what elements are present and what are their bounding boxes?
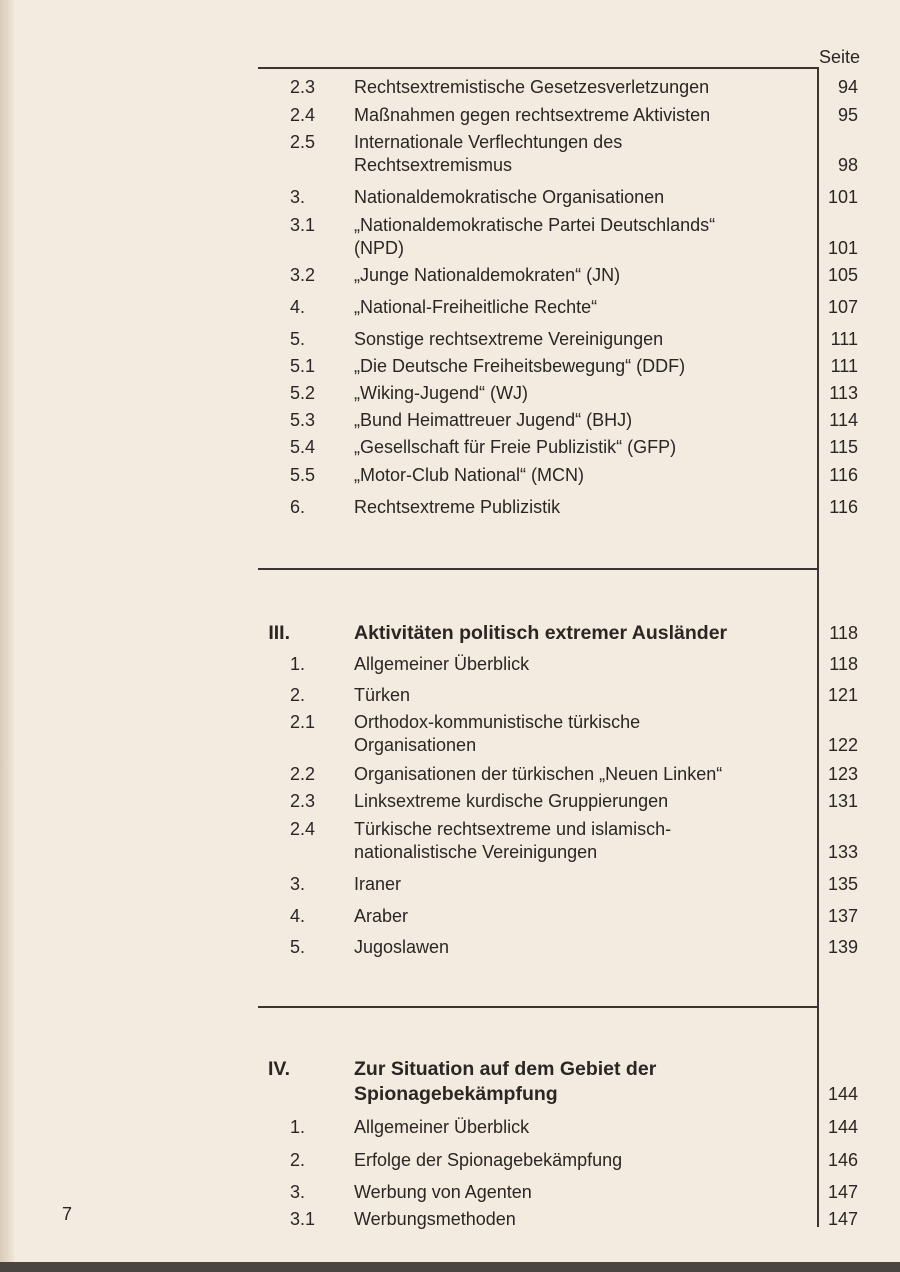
entry-number: 5.5 (290, 465, 316, 485)
entry-title: Araber (354, 906, 409, 926)
top-rule (258, 67, 818, 69)
entry-title: Erfolge der Spionagebekämpfung (354, 1150, 623, 1170)
entry-title: Organisationen (354, 735, 477, 755)
entry-title: Orthodox-kommunistische türkische (354, 712, 641, 732)
entry-title: (NPD) (354, 238, 404, 258)
entry-number: 5.3 (290, 410, 316, 430)
entry-page-number: 122 (827, 735, 858, 755)
entry-title: Maßnahmen gegen rechtsextreme Aktivisten (354, 105, 711, 125)
entry-number: 1. (290, 1117, 306, 1137)
entry-title: Rechtsextreme Publizistik (354, 497, 561, 517)
entry-page-number: 118 (829, 654, 858, 674)
entry-title: Rechtsextremistische Gesetzesverletzungen (354, 77, 710, 97)
entry-title: Nationaldemokratische Organisationen (354, 187, 665, 207)
entry-number: 2.3 (290, 77, 316, 97)
entry-page-number: 114 (829, 410, 858, 430)
entry-title: Türken (354, 685, 411, 705)
entry-number: 5.2 (290, 383, 316, 403)
book-spine-shadow (0, 0, 14, 1272)
entry-page-number: 133 (827, 842, 858, 862)
entry-number: 3.1 (290, 1209, 316, 1229)
entry-page-number: 139 (827, 937, 858, 957)
entry-page-number: 111 (830, 356, 858, 376)
entry-number: 5.4 (290, 437, 316, 457)
entry-title: Werbung von Agenten (354, 1182, 532, 1202)
section-page-number: 144 (827, 1084, 858, 1104)
entry-page-number: 121 (827, 685, 858, 705)
entry-number: 2.3 (290, 791, 316, 811)
entry-page-number: 111 (830, 329, 858, 349)
entry-page-number: 101 (827, 187, 858, 207)
entry-page-number: 146 (827, 1150, 858, 1170)
section-numeral: IV. (267, 1058, 290, 1080)
page-edge (0, 1262, 900, 1272)
entry-page-number: 116 (829, 465, 858, 485)
page-column-rule (817, 67, 819, 1227)
entry-page-number: 95 (837, 105, 858, 125)
entry-page-number: 147 (827, 1182, 858, 1202)
entry-title: Sonstige rechtsextreme Vereinigungen (354, 329, 664, 349)
entry-number: 2.1 (290, 712, 316, 732)
entry-title: „Nationaldemokratische Partei Deutschlands“ (354, 215, 716, 235)
entry-page-number: 113 (829, 383, 858, 403)
entry-number: 2. (290, 685, 306, 705)
section-heading: Zur Situation auf dem Gebiet der (354, 1058, 657, 1080)
entry-number: 1. (290, 654, 306, 674)
entry-number: 4. (290, 906, 306, 926)
section-numeral: III. (268, 622, 290, 644)
entry-number: 5. (290, 937, 306, 957)
entry-page-number: 105 (827, 265, 858, 285)
entry-title: Iraner (354, 874, 402, 894)
entry-number: 2.4 (290, 105, 316, 125)
section-heading: Aktivitäten politisch extremer Ausländer (354, 622, 728, 644)
entry-number: 2.5 (290, 132, 316, 152)
entry-page-number: 98 (837, 155, 858, 175)
entry-title: „Gesellschaft für Freie Publizistik“ (GFP) (354, 437, 677, 457)
entry-number: 5.1 (290, 356, 316, 376)
entry-title: „Motor-Club National“ (MCN) (354, 465, 585, 485)
page-column-label: Seite (818, 47, 860, 67)
entry-title: „Die Deutsche Freiheitsbewegung“ (DDF) (354, 356, 686, 376)
entry-page-number: 123 (827, 764, 858, 784)
entry-page-number: 94 (837, 77, 858, 97)
entry-number: 3. (290, 1182, 306, 1202)
entry-number: 5. (290, 329, 306, 349)
entry-title: nationalistische Vereinigungen (354, 842, 598, 862)
section-heading: Spionagebekämpfung (354, 1083, 558, 1105)
entry-title: Werbungsmethoden (354, 1209, 516, 1229)
entry-number: 2.4 (290, 819, 316, 839)
entry-title: Linksextreme kurdische Gruppierungen (354, 791, 669, 811)
entry-title: „Wiking-Jugend“ (WJ) (354, 383, 529, 403)
entry-number: 6. (290, 497, 306, 517)
entry-title: „National-Freiheitliche Rechte“ (354, 297, 598, 317)
entry-page-number: 116 (829, 497, 858, 517)
entry-number: 4. (290, 297, 306, 317)
entry-page-number: 135 (827, 874, 858, 894)
entry-title: Allgemeiner Überblick (354, 654, 530, 674)
entry-page-number: 131 (827, 791, 858, 811)
entry-number: 3.1 (290, 215, 316, 235)
entry-title: Allgemeiner Überblick (354, 1117, 530, 1137)
page-number: 7 (62, 1204, 73, 1224)
entry-page-number: 115 (829, 437, 858, 457)
entry-page-number: 147 (827, 1209, 858, 1229)
entry-page-number: 144 (827, 1117, 858, 1137)
entry-page-number: 137 (827, 906, 858, 926)
section-divider (258, 1006, 818, 1008)
entry-title: Türkische rechtsextreme und islamisch- (354, 819, 672, 839)
entry-number: 3. (290, 874, 306, 894)
entry-title: Internationale Verflechtungen des (354, 132, 623, 152)
entry-title: „Bund Heimattreuer Jugend“ (BHJ) (354, 410, 633, 430)
entry-title: Jugoslawen (354, 937, 450, 957)
entry-number: 2. (290, 1150, 306, 1170)
entry-number: 3. (290, 187, 306, 207)
entry-title: Organisationen der türkischen „Neuen Linken“ (354, 764, 723, 784)
section-divider (258, 568, 818, 570)
section-page-number: 118 (829, 623, 858, 643)
entry-title: „Junge Nationaldemokraten“ (JN) (354, 265, 621, 285)
entry-page-number: 101 (827, 238, 858, 258)
entry-page-number: 107 (827, 297, 858, 317)
entry-title: Rechtsextremismus (354, 155, 513, 175)
entry-number: 2.2 (290, 764, 316, 784)
entry-number: 3.2 (290, 265, 316, 285)
